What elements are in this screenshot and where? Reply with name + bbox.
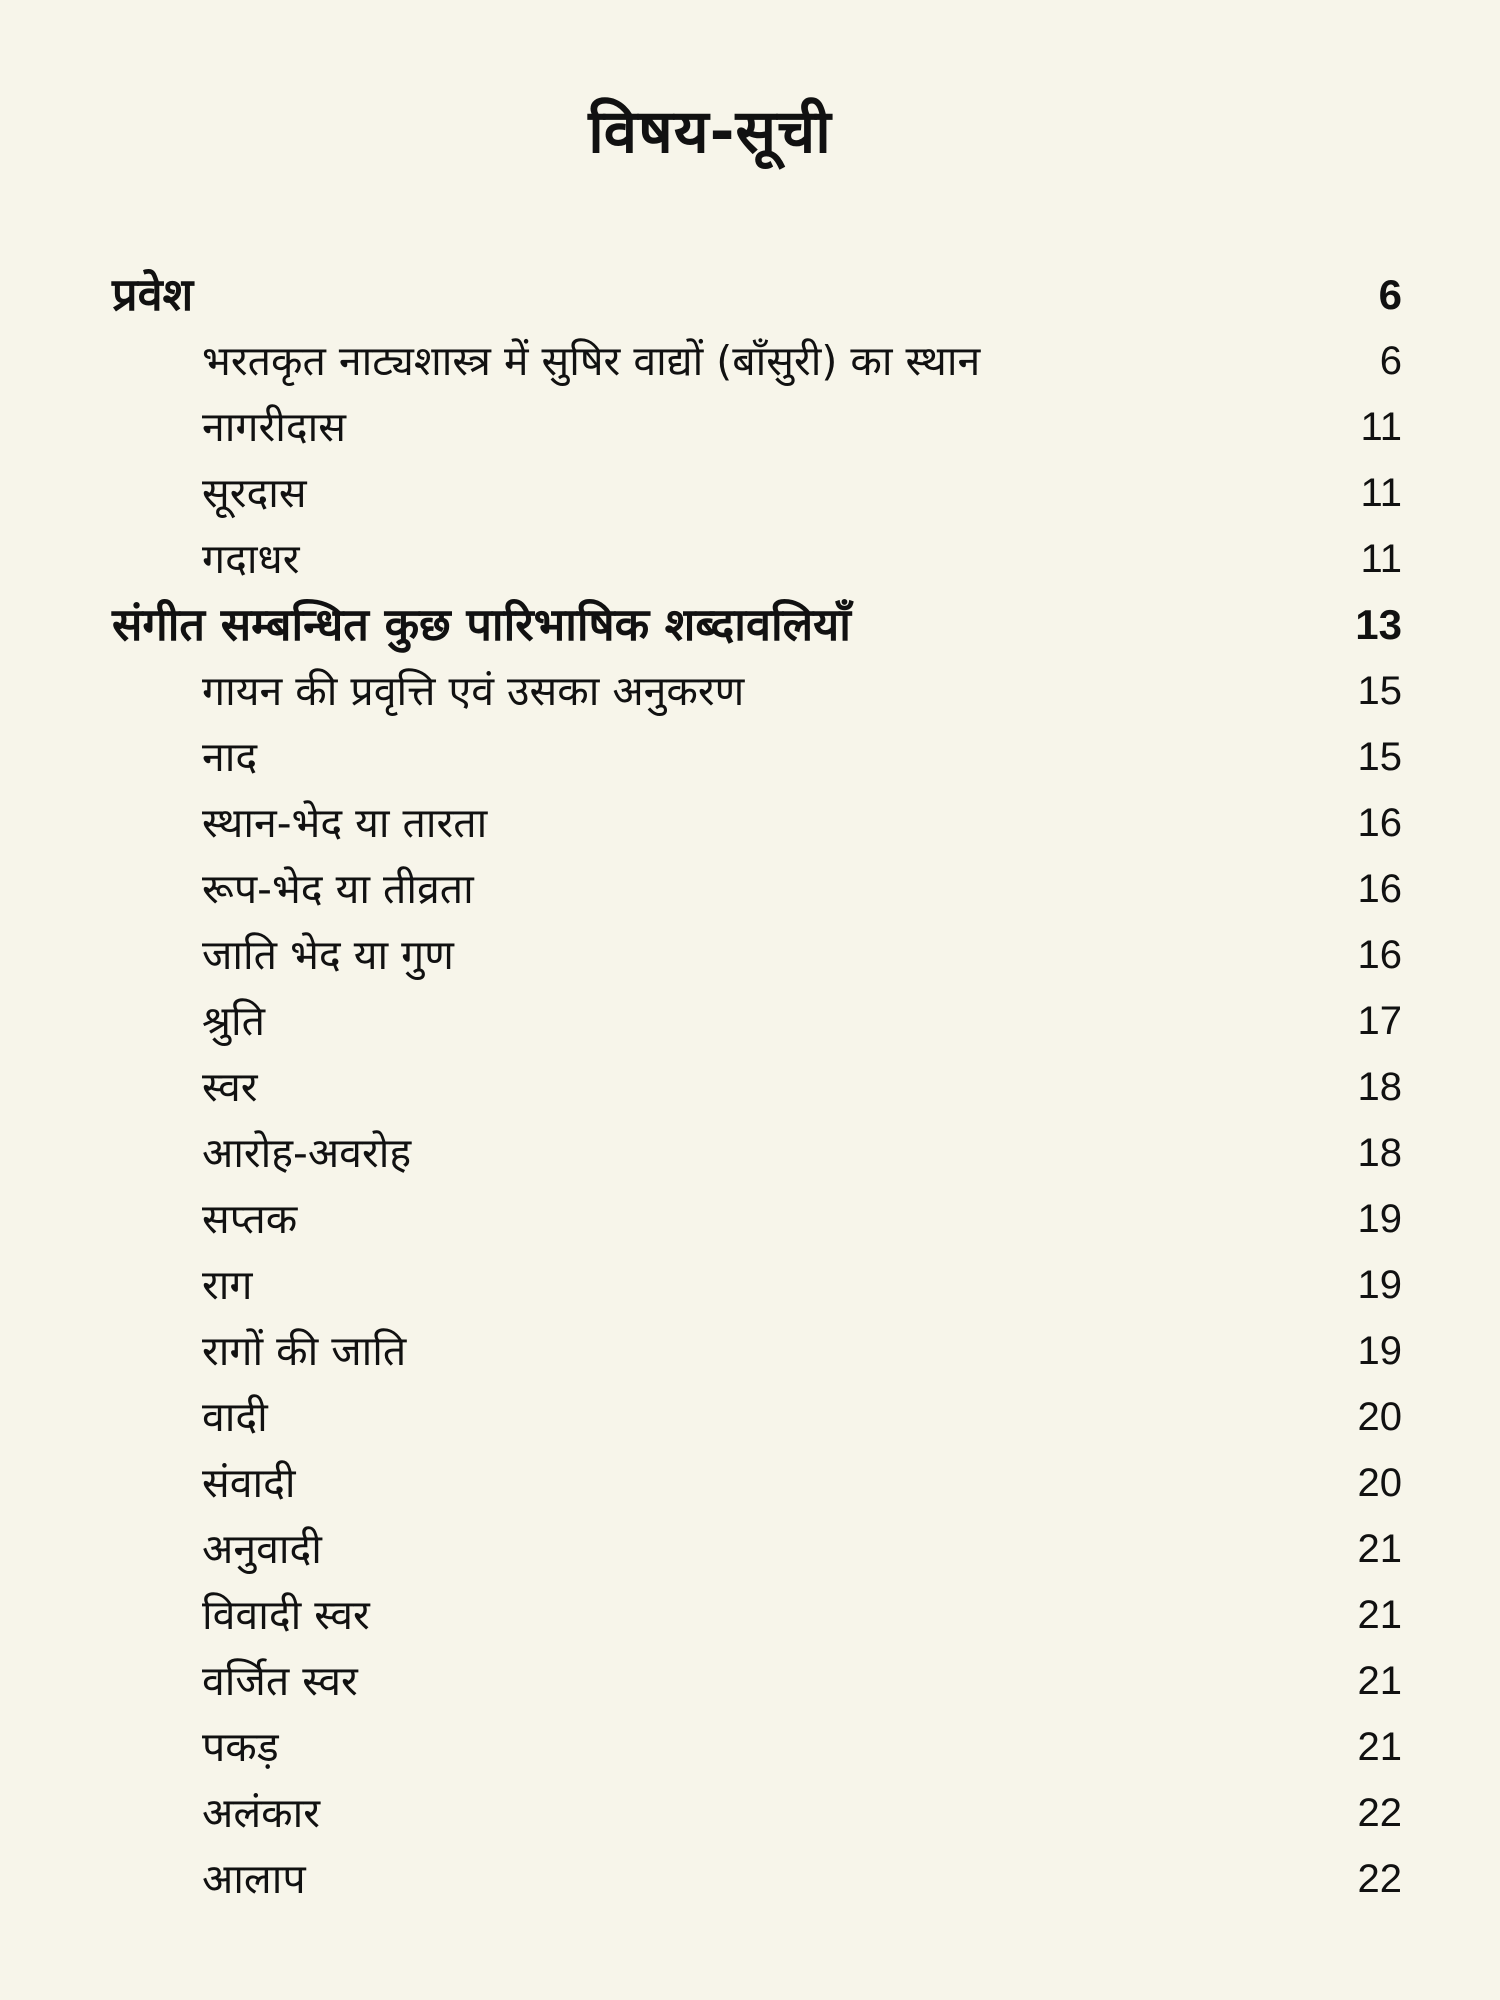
toc-entry-row bbox=[112, 658, 1402, 724]
toc-entry-title: आलाप bbox=[202, 1855, 306, 1903]
toc-entry-row bbox=[112, 790, 1402, 856]
toc-entry-title: आरोह-अवरोह bbox=[202, 1129, 412, 1177]
toc-page-number: 21 bbox=[1357, 1659, 1402, 1703]
toc-page-number: 19 bbox=[1357, 1197, 1402, 1241]
toc-entry-title: संवादी bbox=[202, 1459, 296, 1507]
toc-page-number: 6 bbox=[1378, 271, 1402, 318]
toc-entry-title: सूरदास bbox=[202, 469, 307, 517]
toc-page-number: 19 bbox=[1357, 1263, 1402, 1307]
page-title: विषय-सूची bbox=[588, 97, 832, 167]
toc-page-number: 17 bbox=[1357, 999, 1402, 1043]
toc-entry-row bbox=[112, 1384, 1402, 1450]
toc-entry-title: स्वर bbox=[202, 1063, 258, 1111]
toc-page-number: 11 bbox=[1360, 537, 1402, 581]
toc-entry-row bbox=[112, 328, 1402, 394]
toc-entry-title: स्थान-भेद या तारता bbox=[202, 799, 488, 847]
toc-page-number: 15 bbox=[1357, 669, 1402, 713]
toc-page-number: 20 bbox=[1357, 1461, 1402, 1505]
toc-entry-title: श्रुति bbox=[202, 997, 266, 1045]
toc-entry-title: रागों की जाति bbox=[202, 1327, 407, 1375]
toc-section-title: संगीत सम्बन्धित कुछ पारिभाषिक शब्दावलियाँ bbox=[112, 598, 851, 651]
toc-entry-row bbox=[112, 1780, 1402, 1846]
toc-entry-title: पकड़ bbox=[202, 1723, 279, 1771]
toc-entry-row bbox=[112, 1054, 1402, 1120]
toc-entry-row bbox=[112, 922, 1402, 988]
toc-page-number: 15 bbox=[1357, 735, 1402, 779]
toc-entry-title: सप्तक bbox=[202, 1195, 298, 1243]
toc-page-number: 19 bbox=[1357, 1329, 1402, 1373]
toc-list bbox=[112, 262, 1402, 1912]
toc-page-number: 16 bbox=[1357, 933, 1402, 977]
toc-page-number: 16 bbox=[1357, 867, 1402, 911]
toc-entry-title: वादी bbox=[202, 1393, 268, 1441]
toc-entry-title: अनुवादी bbox=[202, 1525, 322, 1573]
toc-entry-row bbox=[112, 1318, 1402, 1384]
toc-entry-row bbox=[112, 526, 1402, 592]
toc-entry-row bbox=[112, 724, 1402, 790]
toc-page-number: 21 bbox=[1357, 1725, 1402, 1769]
toc-entry-row bbox=[112, 1582, 1402, 1648]
toc-section-row bbox=[112, 592, 1402, 658]
toc-page-number: 18 bbox=[1357, 1131, 1402, 1175]
toc-entry-row bbox=[112, 1120, 1402, 1186]
toc-entry-row bbox=[112, 1846, 1402, 1912]
toc-entry-row bbox=[112, 1516, 1402, 1582]
toc-entry-title: गायन की प्रवृत्ति एवं उसका अनुकरण bbox=[202, 667, 745, 715]
toc-entry-row bbox=[112, 856, 1402, 922]
toc-entry-row bbox=[112, 1186, 1402, 1252]
toc-entry-row bbox=[112, 1252, 1402, 1318]
toc-entry-title: जाति भेद या गुण bbox=[202, 931, 454, 979]
toc-page-number: 22 bbox=[1357, 1857, 1402, 1901]
toc-section-row bbox=[112, 262, 1402, 328]
toc-entry-row bbox=[112, 1648, 1402, 1714]
toc-entry-title: भरतकृत नाट्यशास्त्र में सुषिर वाद्यों (बाँसुरी) का स्थान bbox=[202, 337, 981, 385]
toc-entry-title: वर्जित स्वर bbox=[202, 1657, 358, 1705]
toc-page-number: 18 bbox=[1357, 1065, 1402, 1109]
toc-page-number: 16 bbox=[1357, 801, 1402, 845]
toc-page-number: 21 bbox=[1357, 1527, 1402, 1571]
toc-entry-title: अलंकार bbox=[202, 1789, 320, 1837]
toc-entry-row bbox=[112, 1714, 1402, 1780]
toc-entry-row bbox=[112, 988, 1402, 1054]
toc-page-number: 11 bbox=[1360, 405, 1402, 449]
toc-section-title: प्रवेश bbox=[112, 268, 194, 321]
toc-entry-row bbox=[112, 1450, 1402, 1516]
toc-page-number: 13 bbox=[1355, 601, 1402, 648]
toc-entry-title: गदाधर bbox=[202, 535, 300, 583]
toc-entry-title: नाद bbox=[202, 733, 258, 781]
toc-entry-title: रूप-भेद या तीव्रता bbox=[202, 865, 474, 913]
toc-page-number: 20 bbox=[1357, 1395, 1402, 1439]
toc-page-number: 11 bbox=[1360, 471, 1402, 515]
toc-page-number: 21 bbox=[1357, 1593, 1402, 1637]
toc-entry-title: राग bbox=[202, 1261, 253, 1309]
toc-entry-row bbox=[112, 394, 1402, 460]
toc-page-number: 6 bbox=[1379, 339, 1402, 383]
toc-entry-row bbox=[112, 460, 1402, 526]
toc-entry-title: नागरीदास bbox=[202, 403, 346, 451]
toc-page-number: 22 bbox=[1357, 1791, 1402, 1835]
toc-entry-title: विवादी स्वर bbox=[202, 1591, 370, 1639]
